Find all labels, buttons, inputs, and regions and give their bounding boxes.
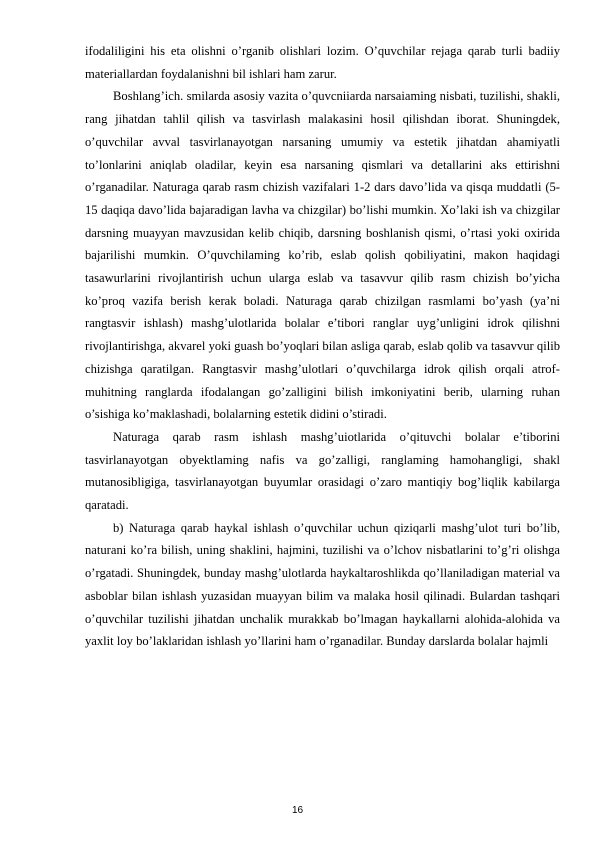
paragraph-sculpture: b) Naturaga qarab haykal ishlash o’quvchilar uchun qiziqarli mashg’ulot turi bo’lib, naturani ko’ra bilish, uning shaklini, hajmini, tuzilishi va o’lchov nisbatlarini to’g’ri olishga o’rgatadi. Shuningdek, bunday mashg’ulotlarda haykaltaroshlikda qo’llaniladigan material va asboblar bilan ishlash yuzasidan muayyan bilim va malaka hosil qilinadi. Bulardan tashqari o’quvchilar tuzilishi jihatdan unchalik murakkab bo’lmagan haykallarni alohida-alohida va yaxlit loy bo’laklaridan ishlash yo’llarini ham o’rganadilar. Bunday darslarda bolalar hajmli xyxy=(85,520,560,649)
paragraph-beginner-tasks: Boshlang’ich. smilarda asosiy vazita o’quvcniiarda narsaiaming nisbati, tuzilishi, shakli, rang jihatdan tahlil qilish va tasvirlash malakasini hosil qilishdan iborat. Shuningdek, o’quvchilar avval tasvirlanayotgan narsaning umumiy va estetik jihatdan ahamiyatli to’lonlarini aniqlab oladilar, keyin esa narsaning qismlari va detallarini aks ettirishni o’rganadilar. Naturaga qarab rasm chizish vazifalari 1-2 dars davo’lida va qisqa muddatli (5- 15 daqiqa davo’lida bajaradigan lavha va chizgilar) bo’lishi mumkin. Xo’laki ish va chizgilar darsning muayyan mavzusidan kelib chiqib, darsning boshlanish qismi, o’rtasi yoki oxirida bajarilishi mumkin. O’quvchilaming ko’rib, eslab qolish qobiliyatini, makon haqidagi tasawurlarini rivojlantirish uchun ularga eslab va tasavvur qilib rasm chizish bo’yicha ko’proq vazifa berish kerak boladi. Naturaga qarab chizilgan rasmlami bo’yash (ya’ni rangtasvir ishlash) mashg’ulotlarida bolalar e’tibori ranglar uyg’unligini idrok qilishni rivojlantirishga, akvarel yoki guash bo’yoqlari bilan asliga qarab, eslab qolib va tasavvur qilib chizishga qaratilgan. Rangtasvir mashg’ulotlari o’quvchilarga idrok qilish orqali atrof-muhitning ranglarda ifodalangan go’zalligini bilish imkoniyatini berib, ularning ruhan o’sishiga ko’maklashadi, bolalarning estetik didini o’stiradi. xyxy=(85,89,560,422)
document-body xyxy=(85,40,560,653)
paragraph-continuation: ifodaliligini his eta olishni o’rganib olishlari lozim. O’quvchilar rejaga qarab turli badiiy materiallardan foydalanishni bil ishlari ham zarur. xyxy=(85,44,560,81)
paragraph-teacher-attention: Naturaga qarab rasm ishlash mashg’uiotlarida o’qituvchi bolalar e’tiborini tasvirlanayotgan obyektlaming nafis va go’zalligi, ranglaming hamohangligi, shakl mutanosibligiga, tasvirlanayotgan buyumlar orasidagi o’zaro mantiqiy bog’liqlik kabilarga qaratadi. xyxy=(85,429,560,513)
page-number: 16 xyxy=(291,805,304,816)
